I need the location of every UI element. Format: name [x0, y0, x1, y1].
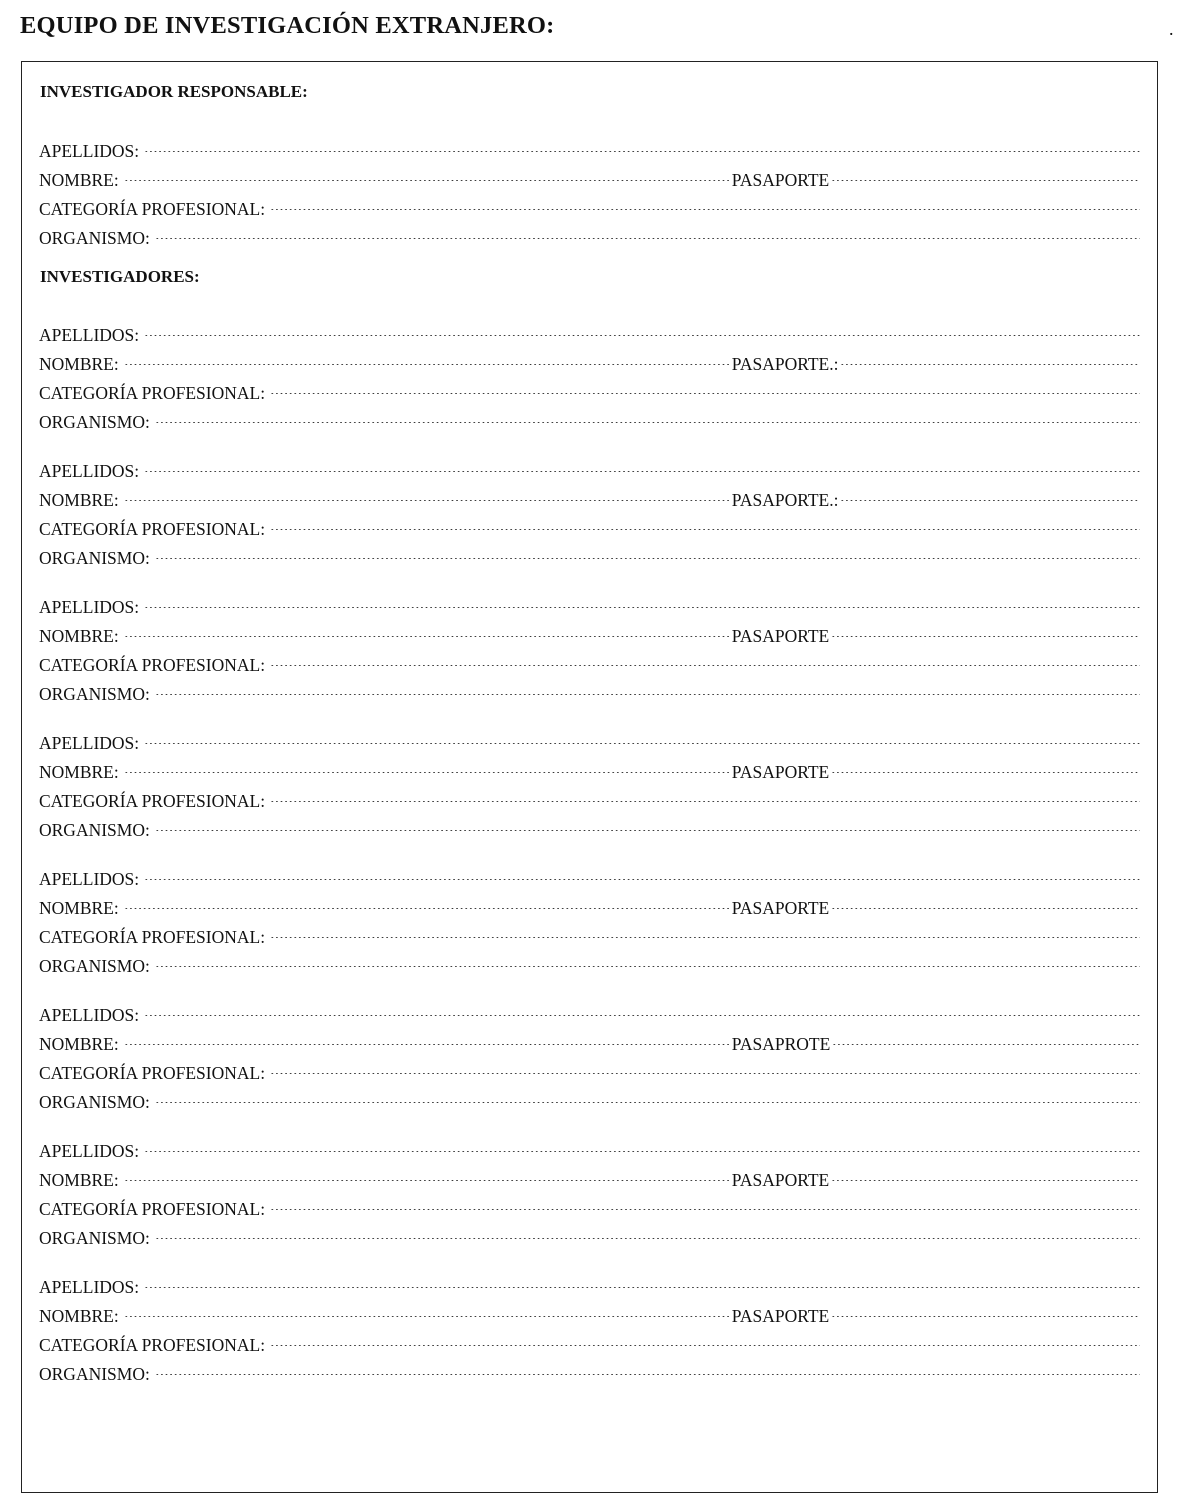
- organismo-label: ORGANISMO:: [39, 1364, 150, 1384]
- categoria-field[interactable]: [270, 1050, 1140, 1079]
- pasaporte-label: PASAPORTE.:: [731, 490, 839, 510]
- categoria-line: [39, 506, 1140, 539]
- apellidos-line: [39, 128, 1140, 161]
- categoria-field[interactable]: [270, 642, 1140, 671]
- apellidos-field[interactable]: [144, 856, 1140, 885]
- nombre-label: NOMBRE:: [39, 626, 119, 646]
- nombre-field[interactable]: [124, 613, 730, 642]
- apellidos-field[interactable]: [144, 1264, 1140, 1293]
- categoria-label: CATEGORÍA PROFESIONAL:: [39, 791, 266, 811]
- responsable-entry: [39, 128, 1140, 248]
- organismo-label: ORGANISMO:: [39, 228, 150, 248]
- page-title: EQUIPO DE INVESTIGACIÓN EXTRANJERO:: [20, 12, 555, 39]
- nombre-line: [39, 885, 1140, 918]
- organismo-field[interactable]: [155, 1215, 1140, 1244]
- apellidos-field[interactable]: [144, 720, 1140, 749]
- organismo-field[interactable]: [155, 1079, 1140, 1108]
- pasaporte-field[interactable]: [831, 1293, 1140, 1322]
- pasaporte-field[interactable]: [831, 885, 1140, 914]
- nombre-line: [39, 477, 1140, 510]
- apellidos-line: [39, 584, 1140, 617]
- apellidos-label: APELLIDOS:: [39, 869, 140, 889]
- investigador-entry-5: [39, 856, 1140, 976]
- nombre-label: NOMBRE:: [39, 1170, 119, 1190]
- categoria-line: [39, 914, 1140, 947]
- nombre-label: NOMBRE:: [39, 898, 119, 918]
- apellidos-label: APELLIDOS:: [39, 733, 140, 753]
- organismo-label: ORGANISMO:: [39, 684, 150, 704]
- apellidos-line: [39, 448, 1140, 481]
- pasaporte-field[interactable]: [831, 157, 1140, 186]
- investigador-entry-3: [39, 584, 1140, 704]
- pasaporte-label: PASAPROTE: [731, 1034, 831, 1054]
- responsable-heading: INVESTIGADOR RESPONSABLE:: [40, 82, 308, 101]
- pasaporte-field[interactable]: [832, 1021, 1140, 1050]
- pasaporte-field[interactable]: [831, 613, 1140, 642]
- nombre-field[interactable]: [124, 749, 730, 778]
- categoria-label: CATEGORÍA PROFESIONAL:: [39, 199, 266, 219]
- apellidos-field[interactable]: [144, 584, 1140, 613]
- categoria-label: CATEGORÍA PROFESIONAL:: [39, 519, 266, 539]
- categoria-line: [39, 370, 1140, 403]
- organismo-label: ORGANISMO:: [39, 412, 150, 432]
- nombre-field[interactable]: [124, 1157, 730, 1186]
- apellidos-line: [39, 1128, 1140, 1161]
- categoria-line: [39, 186, 1140, 219]
- investigador-entry-8: [39, 1264, 1140, 1384]
- categoria-line: [39, 1050, 1140, 1083]
- categoria-field[interactable]: [270, 914, 1140, 943]
- organismo-label: ORGANISMO:: [39, 1228, 150, 1248]
- organismo-field[interactable]: [155, 807, 1140, 836]
- nombre-field[interactable]: [124, 157, 730, 186]
- pasaporte-label: PASAPORTE: [731, 626, 830, 646]
- organismo-line: [39, 1079, 1140, 1112]
- nombre-line: [39, 1293, 1140, 1326]
- nombre-label: NOMBRE:: [39, 490, 119, 510]
- apellidos-line: [39, 720, 1140, 753]
- nombre-field[interactable]: [124, 885, 730, 914]
- apellidos-field[interactable]: [144, 128, 1140, 157]
- categoria-line: [39, 778, 1140, 811]
- categoria-field[interactable]: [270, 1186, 1140, 1215]
- stray-mark: .: [1169, 19, 1174, 39]
- investigadores-heading: INVESTIGADORES:: [40, 267, 200, 286]
- pasaporte-field[interactable]: [840, 341, 1140, 370]
- nombre-line: [39, 1157, 1140, 1190]
- pasaporte-label: PASAPORTE: [731, 1170, 830, 1190]
- organismo-field[interactable]: [155, 399, 1140, 428]
- categoria-line: [39, 642, 1140, 675]
- nombre-line: [39, 749, 1140, 782]
- investigador-entry-1: [39, 312, 1140, 432]
- pasaporte-field[interactable]: [831, 1157, 1140, 1186]
- categoria-label: CATEGORÍA PROFESIONAL:: [39, 655, 266, 675]
- categoria-field[interactable]: [270, 506, 1140, 535]
- pasaporte-label: PASAPORTE: [731, 170, 830, 190]
- pasaporte-label: PASAPORTE: [731, 1306, 830, 1326]
- nombre-line: [39, 157, 1140, 190]
- nombre-label: NOMBRE:: [39, 1034, 119, 1054]
- nombre-field[interactable]: [124, 1021, 730, 1050]
- apellidos-label: APELLIDOS:: [39, 141, 140, 161]
- pasaporte-label: PASAPORTE: [731, 898, 830, 918]
- pasaporte-field[interactable]: [840, 477, 1140, 506]
- organismo-line: [39, 215, 1140, 248]
- nombre-field[interactable]: [124, 477, 730, 506]
- organismo-line: [39, 943, 1140, 976]
- pasaporte-label: PASAPORTE.:: [731, 354, 839, 374]
- apellidos-label: APELLIDOS:: [39, 461, 140, 481]
- nombre-label: NOMBRE:: [39, 1306, 119, 1326]
- categoria-line: [39, 1322, 1140, 1355]
- apellidos-line: [39, 1264, 1140, 1297]
- apellidos-label: APELLIDOS:: [39, 1141, 140, 1161]
- organismo-field[interactable]: [155, 671, 1140, 700]
- nombre-line: [39, 1021, 1140, 1054]
- categoria-label: CATEGORÍA PROFESIONAL:: [39, 927, 266, 947]
- apellidos-field[interactable]: [144, 1128, 1140, 1157]
- categoria-label: CATEGORÍA PROFESIONAL:: [39, 1335, 266, 1355]
- categoria-field[interactable]: [270, 186, 1140, 215]
- categoria-label: CATEGORÍA PROFESIONAL:: [39, 1063, 266, 1083]
- organismo-label: ORGANISMO:: [39, 1092, 150, 1112]
- organismo-field[interactable]: [155, 535, 1140, 564]
- apellidos-label: APELLIDOS:: [39, 597, 140, 617]
- nombre-label: NOMBRE:: [39, 170, 119, 190]
- nombre-label: NOMBRE:: [39, 762, 119, 782]
- categoria-field[interactable]: [270, 1322, 1140, 1351]
- apellidos-label: APELLIDOS:: [39, 325, 140, 345]
- categoria-field[interactable]: [270, 370, 1140, 399]
- organismo-label: ORGANISMO:: [39, 820, 150, 840]
- organismo-label: ORGANISMO:: [39, 956, 150, 976]
- nombre-line: [39, 613, 1140, 646]
- categoria-field[interactable]: [270, 778, 1140, 807]
- organismo-line: [39, 1215, 1140, 1248]
- organismo-line: [39, 671, 1140, 704]
- organismo-field[interactable]: [155, 215, 1140, 244]
- pasaporte-label: PASAPORTE: [731, 762, 830, 782]
- investigador-entry-2: [39, 448, 1140, 568]
- apellidos-field[interactable]: [144, 992, 1140, 1021]
- organismo-line: [39, 535, 1140, 568]
- organismo-line: [39, 399, 1140, 432]
- nombre-field[interactable]: [124, 1293, 730, 1322]
- nombre-field[interactable]: [124, 341, 730, 370]
- nombre-label: NOMBRE:: [39, 354, 119, 374]
- nombre-line: [39, 341, 1140, 374]
- form-box: [21, 61, 1158, 1493]
- apellidos-line: [39, 312, 1140, 345]
- pasaporte-field[interactable]: [831, 749, 1140, 778]
- apellidos-field[interactable]: [144, 448, 1140, 477]
- organismo-field[interactable]: [155, 943, 1140, 972]
- investigador-entry-4: [39, 720, 1140, 840]
- organismo-line: [39, 807, 1140, 840]
- apellidos-label: APELLIDOS:: [39, 1277, 140, 1297]
- organismo-line: [39, 1351, 1140, 1384]
- organismo-field[interactable]: [155, 1351, 1140, 1380]
- categoria-line: [39, 1186, 1140, 1219]
- apellidos-field[interactable]: [144, 312, 1140, 341]
- apellidos-line: [39, 992, 1140, 1025]
- investigador-entry-7: [39, 1128, 1140, 1248]
- categoria-label: CATEGORÍA PROFESIONAL:: [39, 1199, 266, 1219]
- organismo-label: ORGANISMO:: [39, 548, 150, 568]
- investigador-entry-6: [39, 992, 1140, 1112]
- apellidos-label: APELLIDOS:: [39, 1005, 140, 1025]
- apellidos-line: [39, 856, 1140, 889]
- categoria-label: CATEGORÍA PROFESIONAL:: [39, 383, 266, 403]
